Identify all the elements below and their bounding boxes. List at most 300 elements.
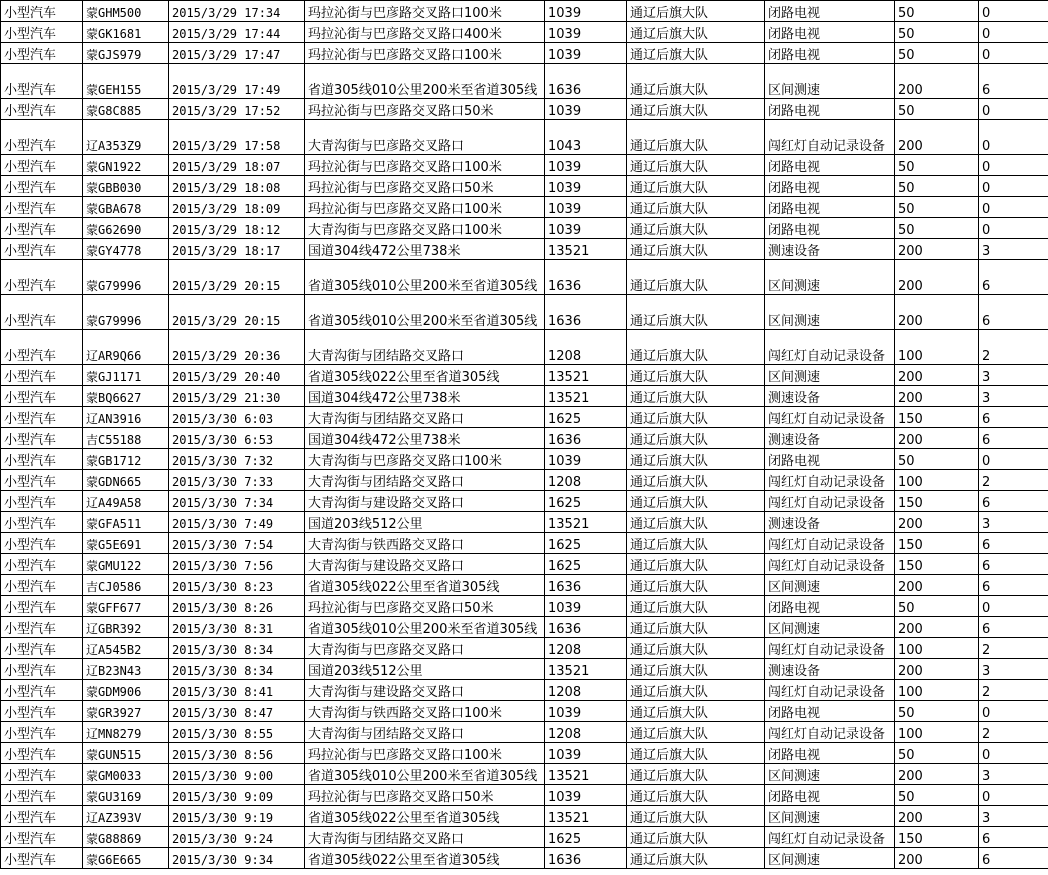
table-row: [1, 197, 1048, 218]
fine-cell: 200: [895, 806, 979, 827]
plate-number-cell: 蒙GHM500: [83, 1, 169, 22]
plate-number-cell: 辽A545B2: [83, 638, 169, 659]
fine-cell: 200: [895, 512, 979, 533]
location-cell: 玛拉沁街与巴彦路交叉路口100米: [305, 43, 545, 64]
fine-cell: 50: [895, 449, 979, 470]
device-cell: 闭路电视: [765, 785, 895, 806]
unit-cell: 通辽后旗大队: [627, 155, 765, 176]
device-cell: 闯红灯自动记录设备: [765, 722, 895, 743]
device-cell: 闯红灯自动记录设备: [765, 680, 895, 701]
location-cell: 大青沟街与巴彦路交叉路口: [305, 120, 545, 155]
table-row: [1, 407, 1048, 428]
points-cell: 6: [979, 533, 1048, 554]
code-cell: 1208: [545, 680, 627, 701]
points-cell: 3: [979, 659, 1048, 680]
vehicle-type-cell: 小型汽车: [1, 575, 83, 596]
time-cell: 2015/3/29 18:07: [169, 155, 305, 176]
location-cell: 省道305线010公里200米至省道305线: [305, 64, 545, 99]
unit-cell: 通辽后旗大队: [627, 386, 765, 407]
unit-cell: 通辽后旗大队: [627, 638, 765, 659]
location-cell: 国道203线512公里: [305, 659, 545, 680]
time-cell: 2015/3/29 17:44: [169, 22, 305, 43]
location-cell: 省道305线022公里至省道305线: [305, 848, 545, 869]
vehicle-type-cell: 小型汽车: [1, 617, 83, 638]
unit-cell: 通辽后旗大队: [627, 22, 765, 43]
fine-cell: 100: [895, 470, 979, 491]
device-cell: 测速设备: [765, 512, 895, 533]
time-cell: 2015/3/29 17:34: [169, 1, 305, 22]
table-row: [1, 295, 1048, 330]
fine-cell: 200: [895, 617, 979, 638]
time-cell: 2015/3/30 7:34: [169, 491, 305, 512]
vehicle-type-cell: 小型汽车: [1, 386, 83, 407]
vehicle-type-cell: 小型汽车: [1, 64, 83, 99]
unit-cell: 通辽后旗大队: [627, 1, 765, 22]
unit-cell: 通辽后旗大队: [627, 449, 765, 470]
unit-cell: 通辽后旗大队: [627, 680, 765, 701]
vehicle-type-cell: 小型汽车: [1, 827, 83, 848]
plate-number-cell: 辽MN8279: [83, 722, 169, 743]
code-cell: 1039: [545, 743, 627, 764]
device-cell: 测速设备: [765, 428, 895, 449]
device-cell: 区间测速: [765, 365, 895, 386]
location-cell: 大青沟街与团结路交叉路口: [305, 330, 545, 365]
table-row: [1, 428, 1048, 449]
plate-number-cell: 蒙GK1681: [83, 22, 169, 43]
fine-cell: 200: [895, 64, 979, 99]
device-cell: 闯红灯自动记录设备: [765, 533, 895, 554]
location-cell: 玛拉沁街与巴彦路交叉路口50米: [305, 176, 545, 197]
time-cell: 2015/3/29 20:15: [169, 260, 305, 295]
plate-number-cell: 蒙GJS979: [83, 43, 169, 64]
plate-number-cell: 辽A49A58: [83, 491, 169, 512]
code-cell: 1636: [545, 428, 627, 449]
table-row: [1, 743, 1048, 764]
table-row: [1, 239, 1048, 260]
location-cell: 大青沟街与团结路交叉路口: [305, 407, 545, 428]
time-cell: 2015/3/29 18:12: [169, 218, 305, 239]
table-row: [1, 827, 1048, 848]
fine-cell: 200: [895, 575, 979, 596]
table-row: [1, 533, 1048, 554]
fine-cell: 50: [895, 1, 979, 22]
points-cell: 2: [979, 470, 1048, 491]
fine-cell: 150: [895, 407, 979, 428]
points-cell: 6: [979, 491, 1048, 512]
table-row: [1, 470, 1048, 491]
fine-cell: 150: [895, 554, 979, 575]
time-cell: 2015/3/30 9:34: [169, 848, 305, 869]
plate-number-cell: 蒙G8C885: [83, 99, 169, 120]
table-row: [1, 22, 1048, 43]
points-cell: 3: [979, 806, 1048, 827]
vehicle-type-cell: 小型汽车: [1, 99, 83, 120]
location-cell: 国道304线472公里738米: [305, 386, 545, 407]
plate-number-cell: 蒙GDN665: [83, 470, 169, 491]
location-cell: 玛拉沁街与巴彦路交叉路口50米: [305, 99, 545, 120]
code-cell: 1636: [545, 617, 627, 638]
unit-cell: 通辽后旗大队: [627, 764, 765, 785]
location-cell: 国道304线472公里738米: [305, 239, 545, 260]
unit-cell: 通辽后旗大队: [627, 722, 765, 743]
points-cell: 0: [979, 785, 1048, 806]
vehicle-type-cell: 小型汽车: [1, 239, 83, 260]
location-cell: 大青沟街与建设路交叉路口: [305, 491, 545, 512]
location-cell: 省道305线010公里200米至省道305线: [305, 617, 545, 638]
code-cell: 1039: [545, 43, 627, 64]
code-cell: 1625: [545, 827, 627, 848]
plate-number-cell: 辽B23N43: [83, 659, 169, 680]
fine-cell: 50: [895, 176, 979, 197]
points-cell: 0: [979, 1, 1048, 22]
code-cell: 1039: [545, 449, 627, 470]
time-cell: 2015/3/30 7:32: [169, 449, 305, 470]
fine-cell: 50: [895, 22, 979, 43]
vehicle-type-cell: 小型汽车: [1, 806, 83, 827]
table-row: [1, 785, 1048, 806]
plate-number-cell: 蒙G79996: [83, 295, 169, 330]
device-cell: 测速设备: [765, 386, 895, 407]
device-cell: 闯红灯自动记录设备: [765, 470, 895, 491]
time-cell: 2015/3/30 9:24: [169, 827, 305, 848]
points-cell: 6: [979, 407, 1048, 428]
fine-cell: 150: [895, 491, 979, 512]
location-cell: 大青沟街与团结路交叉路口: [305, 722, 545, 743]
device-cell: 闯红灯自动记录设备: [765, 120, 895, 155]
device-cell: 闯红灯自动记录设备: [765, 638, 895, 659]
code-cell: 1039: [545, 197, 627, 218]
unit-cell: 通辽后旗大队: [627, 239, 765, 260]
time-cell: 2015/3/30 7:49: [169, 512, 305, 533]
table-row: [1, 43, 1048, 64]
plate-number-cell: 蒙G6E665: [83, 848, 169, 869]
table-row: [1, 701, 1048, 722]
plate-number-cell: 蒙GJ1171: [83, 365, 169, 386]
fine-cell: 200: [895, 848, 979, 869]
location-cell: 玛拉沁街与巴彦路交叉路口100米: [305, 197, 545, 218]
points-cell: 0: [979, 449, 1048, 470]
location-cell: 省道305线010公里200米至省道305线: [305, 260, 545, 295]
location-cell: 玛拉沁街与巴彦路交叉路口100米: [305, 743, 545, 764]
table-row: [1, 491, 1048, 512]
points-cell: 6: [979, 554, 1048, 575]
vehicle-type-cell: 小型汽车: [1, 155, 83, 176]
device-cell: 区间测速: [765, 617, 895, 638]
time-cell: 2015/3/30 8:55: [169, 722, 305, 743]
unit-cell: 通辽后旗大队: [627, 512, 765, 533]
device-cell: 区间测速: [765, 848, 895, 869]
table-row: [1, 575, 1048, 596]
location-cell: 大青沟街与团结路交叉路口: [305, 470, 545, 491]
points-cell: 6: [979, 827, 1048, 848]
device-cell: 闭路电视: [765, 197, 895, 218]
code-cell: 1039: [545, 785, 627, 806]
table-row: [1, 365, 1048, 386]
time-cell: 2015/3/30 9:00: [169, 764, 305, 785]
code-cell: 13521: [545, 239, 627, 260]
device-cell: 闯红灯自动记录设备: [765, 554, 895, 575]
points-cell: 6: [979, 260, 1048, 295]
unit-cell: 通辽后旗大队: [627, 365, 765, 386]
points-cell: 3: [979, 239, 1048, 260]
vehicle-type-cell: 小型汽车: [1, 638, 83, 659]
table-row: [1, 176, 1048, 197]
plate-number-cell: 蒙G79996: [83, 260, 169, 295]
unit-cell: 通辽后旗大队: [627, 617, 765, 638]
code-cell: 1625: [545, 407, 627, 428]
fine-cell: 100: [895, 722, 979, 743]
device-cell: 闭路电视: [765, 701, 895, 722]
code-cell: 13521: [545, 365, 627, 386]
fine-cell: 50: [895, 596, 979, 617]
plate-number-cell: 蒙GBB030: [83, 176, 169, 197]
time-cell: 2015/3/30 7:33: [169, 470, 305, 491]
table-row: [1, 120, 1048, 155]
unit-cell: 通辽后旗大队: [627, 554, 765, 575]
unit-cell: 通辽后旗大队: [627, 848, 765, 869]
code-cell: 13521: [545, 764, 627, 785]
plate-number-cell: 蒙GBA678: [83, 197, 169, 218]
vehicle-type-cell: 小型汽车: [1, 120, 83, 155]
device-cell: 闭路电视: [765, 596, 895, 617]
fine-cell: 50: [895, 701, 979, 722]
unit-cell: 通辽后旗大队: [627, 197, 765, 218]
time-cell: 2015/3/30 8:56: [169, 743, 305, 764]
vehicle-type-cell: 小型汽车: [1, 491, 83, 512]
unit-cell: 通辽后旗大队: [627, 533, 765, 554]
plate-number-cell: 辽A353Z9: [83, 120, 169, 155]
vehicle-type-cell: 小型汽车: [1, 470, 83, 491]
table-row: [1, 848, 1048, 869]
unit-cell: 通辽后旗大队: [627, 806, 765, 827]
code-cell: 1636: [545, 848, 627, 869]
time-cell: 2015/3/29 18:17: [169, 239, 305, 260]
points-cell: 3: [979, 764, 1048, 785]
code-cell: 1208: [545, 722, 627, 743]
device-cell: 区间测速: [765, 260, 895, 295]
vehicle-type-cell: 小型汽车: [1, 295, 83, 330]
time-cell: 2015/3/30 6:03: [169, 407, 305, 428]
code-cell: 13521: [545, 386, 627, 407]
plate-number-cell: 蒙GMU122: [83, 554, 169, 575]
device-cell: 闭路电视: [765, 743, 895, 764]
points-cell: 6: [979, 295, 1048, 330]
points-cell: 2: [979, 330, 1048, 365]
plate-number-cell: 蒙GY4778: [83, 239, 169, 260]
vehicle-type-cell: 小型汽车: [1, 512, 83, 533]
unit-cell: 通辽后旗大队: [627, 827, 765, 848]
vehicle-type-cell: 小型汽车: [1, 449, 83, 470]
code-cell: 1625: [545, 554, 627, 575]
unit-cell: 通辽后旗大队: [627, 785, 765, 806]
location-cell: 大青沟街与建设路交叉路口: [305, 680, 545, 701]
table-row: [1, 659, 1048, 680]
time-cell: 2015/3/29 20:36: [169, 330, 305, 365]
location-cell: 省道305线022公里至省道305线: [305, 806, 545, 827]
code-cell: 1039: [545, 22, 627, 43]
device-cell: 闯红灯自动记录设备: [765, 491, 895, 512]
device-cell: 测速设备: [765, 239, 895, 260]
vehicle-type-cell: 小型汽车: [1, 43, 83, 64]
unit-cell: 通辽后旗大队: [627, 64, 765, 99]
table-row: [1, 596, 1048, 617]
vehicle-type-cell: 小型汽车: [1, 407, 83, 428]
vehicle-type-cell: 小型汽车: [1, 330, 83, 365]
vehicle-type-cell: 小型汽车: [1, 197, 83, 218]
location-cell: 省道305线010公里200米至省道305线: [305, 295, 545, 330]
plate-number-cell: 蒙G5E691: [83, 533, 169, 554]
location-cell: 省道305线010公里200米至省道305线: [305, 764, 545, 785]
location-cell: 大青沟街与建设路交叉路口: [305, 554, 545, 575]
vehicle-type-cell: 小型汽车: [1, 680, 83, 701]
unit-cell: 通辽后旗大队: [627, 470, 765, 491]
code-cell: 1625: [545, 533, 627, 554]
location-cell: 省道305线022公里至省道305线: [305, 575, 545, 596]
fine-cell: 200: [895, 386, 979, 407]
vehicle-type-cell: 小型汽车: [1, 701, 83, 722]
fine-cell: 200: [895, 365, 979, 386]
table-row: [1, 638, 1048, 659]
time-cell: 2015/3/30 8:26: [169, 596, 305, 617]
location-cell: 玛拉沁街与巴彦路交叉路口50米: [305, 596, 545, 617]
plate-number-cell: 蒙G62690: [83, 218, 169, 239]
table-row: [1, 330, 1048, 365]
plate-number-cell: 辽AZ393V: [83, 806, 169, 827]
code-cell: 1208: [545, 330, 627, 365]
device-cell: 闯红灯自动记录设备: [765, 330, 895, 365]
points-cell: 2: [979, 722, 1048, 743]
points-cell: 0: [979, 99, 1048, 120]
unit-cell: 通辽后旗大队: [627, 99, 765, 120]
unit-cell: 通辽后旗大队: [627, 120, 765, 155]
table-body: [1, 1, 1048, 869]
location-cell: 大青沟街与巴彦路交叉路口: [305, 638, 545, 659]
device-cell: 闭路电视: [765, 218, 895, 239]
plate-number-cell: 蒙GUN515: [83, 743, 169, 764]
unit-cell: 通辽后旗大队: [627, 218, 765, 239]
time-cell: 2015/3/30 9:19: [169, 806, 305, 827]
location-cell: 大青沟街与团结路交叉路口: [305, 827, 545, 848]
fine-cell: 50: [895, 43, 979, 64]
device-cell: 闭路电视: [765, 176, 895, 197]
time-cell: 2015/3/30 8:41: [169, 680, 305, 701]
points-cell: 0: [979, 43, 1048, 64]
table-row: [1, 449, 1048, 470]
device-cell: 区间测速: [765, 806, 895, 827]
device-cell: 闭路电视: [765, 43, 895, 64]
points-cell: 6: [979, 848, 1048, 869]
fine-cell: 100: [895, 680, 979, 701]
time-cell: 2015/3/29 17:49: [169, 64, 305, 99]
plate-number-cell: 蒙BQ6627: [83, 386, 169, 407]
device-cell: 闯红灯自动记录设备: [765, 407, 895, 428]
time-cell: 2015/3/30 9:09: [169, 785, 305, 806]
code-cell: 1039: [545, 701, 627, 722]
fine-cell: 200: [895, 120, 979, 155]
device-cell: 闭路电视: [765, 22, 895, 43]
fine-cell: 200: [895, 764, 979, 785]
plate-number-cell: 蒙GB1712: [83, 449, 169, 470]
unit-cell: 通辽后旗大队: [627, 575, 765, 596]
location-cell: 大青沟街与铁西路交叉路口: [305, 533, 545, 554]
time-cell: 2015/3/29 17:52: [169, 99, 305, 120]
location-cell: 玛拉沁街与巴彦路交叉路口100米: [305, 155, 545, 176]
time-cell: 2015/3/29 17:58: [169, 120, 305, 155]
table-row: [1, 680, 1048, 701]
fine-cell: 100: [895, 638, 979, 659]
table-row: [1, 617, 1048, 638]
fine-cell: 50: [895, 99, 979, 120]
points-cell: 6: [979, 428, 1048, 449]
plate-number-cell: 辽AN3916: [83, 407, 169, 428]
code-cell: 1208: [545, 470, 627, 491]
table-row: [1, 806, 1048, 827]
table-row: [1, 722, 1048, 743]
vehicle-type-cell: 小型汽车: [1, 1, 83, 22]
fine-cell: 50: [895, 743, 979, 764]
code-cell: 13521: [545, 659, 627, 680]
points-cell: 0: [979, 218, 1048, 239]
code-cell: 1636: [545, 575, 627, 596]
plate-number-cell: 蒙GN1922: [83, 155, 169, 176]
code-cell: 1636: [545, 64, 627, 99]
vehicle-type-cell: 小型汽车: [1, 533, 83, 554]
time-cell: 2015/3/29 17:47: [169, 43, 305, 64]
location-cell: 大青沟街与巴彦路交叉路口100米: [305, 218, 545, 239]
time-cell: 2015/3/30 8:47: [169, 701, 305, 722]
device-cell: 区间测速: [765, 64, 895, 99]
device-cell: 闭路电视: [765, 1, 895, 22]
fine-cell: 200: [895, 260, 979, 295]
code-cell: 13521: [545, 512, 627, 533]
location-cell: 玛拉沁街与巴彦路交叉路口50米: [305, 785, 545, 806]
vehicle-type-cell: 小型汽车: [1, 554, 83, 575]
points-cell: 3: [979, 386, 1048, 407]
unit-cell: 通辽后旗大队: [627, 260, 765, 295]
unit-cell: 通辽后旗大队: [627, 176, 765, 197]
table-row: [1, 764, 1048, 785]
code-cell: 1039: [545, 1, 627, 22]
vehicle-type-cell: 小型汽车: [1, 722, 83, 743]
vehicle-type-cell: 小型汽车: [1, 260, 83, 295]
plate-number-cell: 辽AR9Q66: [83, 330, 169, 365]
vehicle-type-cell: 小型汽车: [1, 785, 83, 806]
points-cell: 0: [979, 155, 1048, 176]
plate-number-cell: 蒙GFA511: [83, 512, 169, 533]
table-row: [1, 260, 1048, 295]
code-cell: 1625: [545, 491, 627, 512]
fine-cell: 50: [895, 197, 979, 218]
device-cell: 区间测速: [765, 764, 895, 785]
points-cell: 6: [979, 64, 1048, 99]
plate-number-cell: 蒙GDM906: [83, 680, 169, 701]
vehicle-type-cell: 小型汽车: [1, 848, 83, 869]
unit-cell: 通辽后旗大队: [627, 659, 765, 680]
unit-cell: 通辽后旗大队: [627, 743, 765, 764]
code-cell: 1039: [545, 596, 627, 617]
vehicle-type-cell: 小型汽车: [1, 22, 83, 43]
vehicle-type-cell: 小型汽车: [1, 218, 83, 239]
time-cell: 2015/3/30 6:53: [169, 428, 305, 449]
code-cell: 1039: [545, 99, 627, 120]
vehicle-type-cell: 小型汽车: [1, 365, 83, 386]
points-cell: 0: [979, 176, 1048, 197]
time-cell: 2015/3/30 8:34: [169, 638, 305, 659]
table-row: [1, 386, 1048, 407]
unit-cell: 通辽后旗大队: [627, 295, 765, 330]
vehicle-type-cell: 小型汽车: [1, 596, 83, 617]
table-row: [1, 155, 1048, 176]
